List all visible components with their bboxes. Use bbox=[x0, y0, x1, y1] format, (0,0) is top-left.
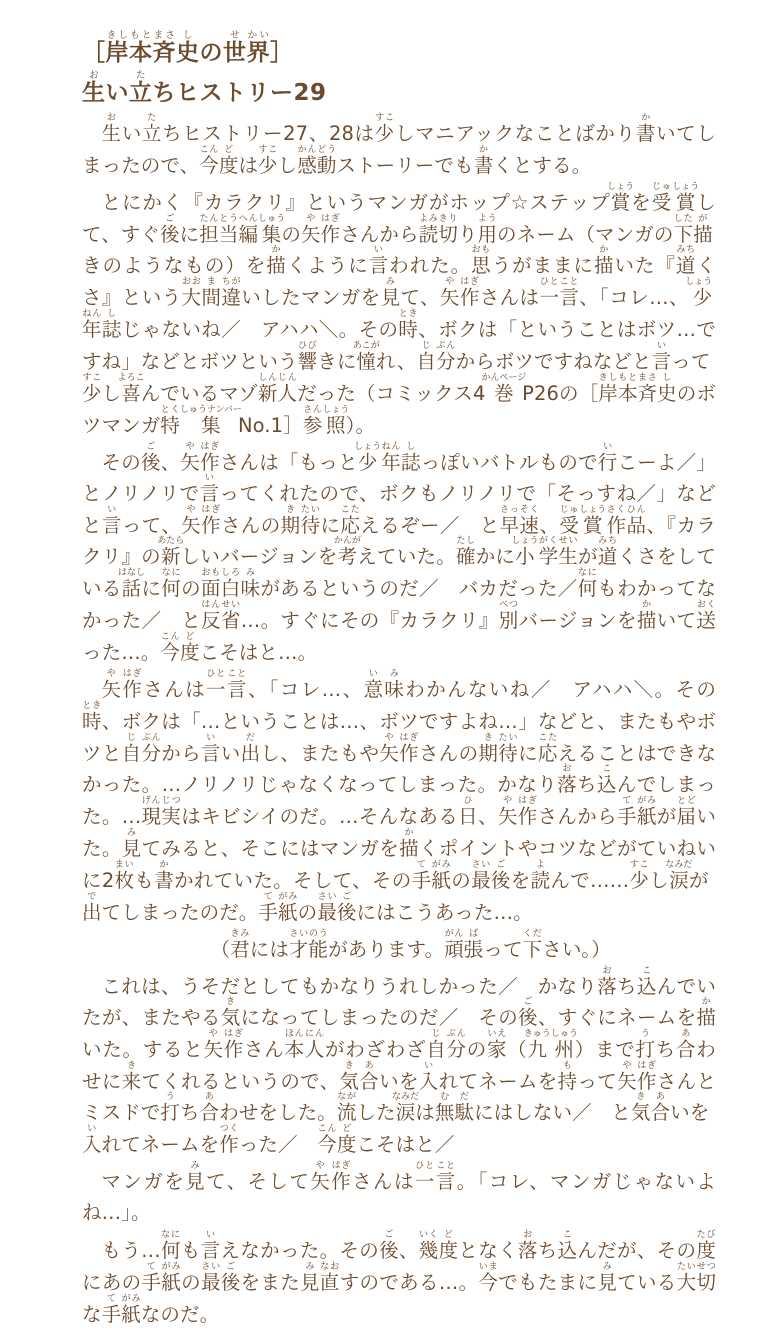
article-body bbox=[82, 113, 716, 1330]
page-title bbox=[82, 30, 716, 66]
paragraph-6: これは、うそだとしてもかなりうれしかった／ かなり落おち込こんでいたが、またやる気きになってしまったのだ／ その後ご、すぐにネームを描かいた。すると矢や作はぎさん本ほん人にんがわざわざ自じ分ぶんの家いえ（九きゅう州しゅう）まで打うち合あわせに来きてくれるというので、気き合あいを入いれてネームを持もって矢や作はぎさんとミスドで打うち合あわせをした。流ながした涙なみだは無む駄だにはしない／ と気き合あいを入いれてネームを作つくった／ 今こん度どこそはと／ bbox=[82, 965, 717, 1156]
paragraph-4: 矢や作はぎさんは一ひと言こと、「コレ…、意い味みわかんないね／ アハハ＼。その時とき、ボクは「…ということは…、ボツですよね…」などと、またもやボツと自じ分ぶんから言いい出だし、またもや矢や作はぎさんの期き待たいに応こたえることはできなかった。…ノリノリじゃなくなってしまった。かなり落おち込こんでしまった。…現げん実じつはキビシイのだ。…そんなある日ひ、矢や作はぎさんから手て紙がみが届とどいた。見みてみると、そこにはマンガを描かくポイントやコツなどがていねいに2枚まいも書かかれていた。そして、その手て紙がみの最さい後ごを読よんで……少すこし涙なみだが出でてしまったのだ。手て紙がみの最さい後ごにはこうあった…。 bbox=[82, 668, 717, 924]
page-subtitle-text: 生おい立たちヒストリー29 bbox=[82, 70, 327, 107]
page-title-text: ［岸きし本もと斉まさ史しの世せ界かい］ bbox=[82, 30, 294, 66]
paragraph-8: もう…何なにも言いえなかった。その後ご、幾いく度どとなく落おち込こんだが、その度たびにあの手て紙がみの最さい後ごをまた見み直なおすのである…。今いまでもたまに見みている大たい切せつな手て紙がみなのだ。 bbox=[82, 1229, 717, 1326]
paragraph-2: とにかく『カラクリ』というマンガがホップ☆ステップ賞しょうを受じゅ賞しょうして、すぐ後ごに担たん当とう編へん集しゅうの矢や作はぎさんから読よみ切きりり用ようのネーム（マンガの下した描がきのようなもの）を描かくように言いわれた。思おもうがままに描かいた『道みちくさ』という大おお間ま違ちがいしたマンガを見みて、矢や作はぎさんは一ひと言こと、「コレ…、少しょう年ねん誌しじゃないね／ アハハ＼。その時とき、ボクは「ということはボツ…ですね」などとボツという響ひびきに憧あこがれ、自じ分ぶんからボツですねなどと言いって少すこし喜よろこんでいるマゾ新しん人じんだった（コミックス4巻かんページP26の［岸きし本もと斉まさ史しのボツマンガ特とく集しゅうナンバーNo.1］参さん照しょう）。 bbox=[82, 181, 716, 437]
paragraph-7: マンガを見みて、そして矢や作はぎさんは一ひと言こと。「コレ、マンガじゃないよね…」。 bbox=[82, 1160, 716, 1225]
paragraph-1: 生おい立たちヒストリー27、28は少すこしマニアックなことばかり書かいてしまったので、今こん度どは少すこし感かん動どうストーリーでも書かくとする。 bbox=[82, 112, 716, 177]
paragraph-3: その後ご、矢や作はぎさんは「もっと少しょう年ねん誌しっぽいバトルもので行いこーよ／」とノリノリで言いってくれたので、ボクもノリノリで「そっすね／」などと言いって、矢や作はぎさんの期き待たいに応こたえるぞー／ と早さっ速そく、受じゅ賞しょう作さく品ひん、『カラクリ』の新あたらしいバージョンを考かんがえていた。確たしかに小しょう学がく生せいが道みちくさをしている話はなしに何なにの面おも白しろ味みがあるというのだ／ バカだった／何なにもわかってなかった／ と反はん省せい…。すぐにその『カラクリ』別べつバージョンを描かいて送おくった…。今こん度どこそはと…。 bbox=[82, 441, 717, 664]
page-subtitle bbox=[82, 70, 716, 106]
paragraph-5-letter-quote: （君きみには才さい能のうがあります。頑がん張ばって下ください。） bbox=[210, 928, 611, 961]
